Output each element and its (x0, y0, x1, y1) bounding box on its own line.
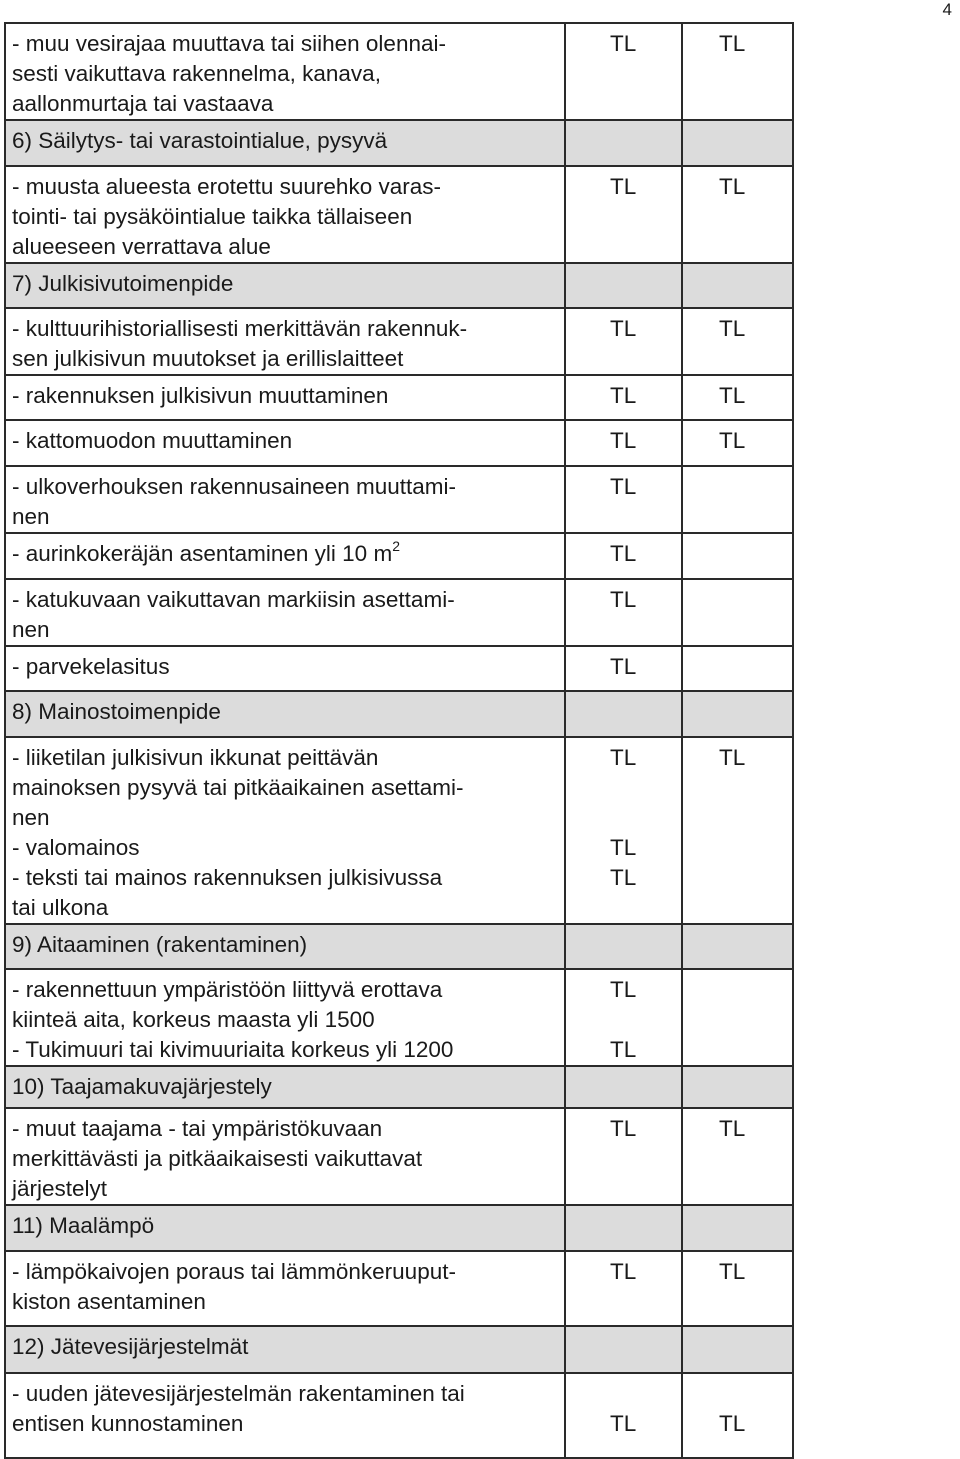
permit-cell-b (682, 1066, 793, 1108)
permit-cell-b: TL (682, 1251, 793, 1326)
row-description: - ulkoverhouksen rakennusaineen muuttami- nen (5, 466, 565, 533)
row-description: - uuden jätevesijärjestelmän rakentaminen tai entisen kunnostaminen (5, 1373, 565, 1458)
table-row (5, 646, 793, 691)
table-row (5, 579, 793, 646)
row-description: - muut taajama - tai ympäristökuvaan merkittävästi ja pitkäaikaisesti vaikuttavat järjestelyt (5, 1108, 565, 1205)
permit-cell-b: TL (682, 166, 793, 263)
row-description: - rakennettuun ympäristöön liittyvä erottava kiinteä aita, korkeus maasta yli 1500 - Tukimuuri tai kivimuuriaita korkeus yli 1200 (5, 969, 565, 1066)
permit-cell-a: TL (565, 166, 682, 263)
permit-cell-a: TL (565, 375, 682, 420)
permit-cell-b (682, 924, 793, 969)
section-title: 9) Aitaaminen (rakentaminen) (5, 924, 565, 969)
permit-cell-a (565, 1326, 682, 1373)
permit-cell-a: TL (565, 23, 682, 120)
permit-cell-a: TL (565, 533, 682, 579)
table-row (5, 1108, 793, 1205)
permit-cell-a: TL TL TL (565, 737, 682, 924)
section-header-row (5, 691, 793, 737)
permit-cell-b (682, 120, 793, 166)
row-description: - katukuvaan vaikuttavan markiisin asettami- nen (5, 579, 565, 646)
permit-cell-b (682, 579, 793, 646)
section-title: 12) Jätevesijärjestelmät (5, 1326, 565, 1373)
table-row (5, 308, 793, 375)
permit-cell-a: TL TL (565, 969, 682, 1066)
section-title: 8) Mainostoimenpide (5, 691, 565, 737)
permit-cell-a: TL (565, 1108, 682, 1205)
table-row (5, 466, 793, 533)
row-description: - kulttuurihistoriallisesti merkittävän rakennuk- sen julkisivun muutokset ja erillislaitteet (5, 308, 565, 375)
section-header-row (5, 263, 793, 308)
row-description: - rakennuksen julkisivun muuttaminen (5, 375, 565, 420)
permit-cell-b (682, 533, 793, 579)
permit-cell-a: TL (565, 466, 682, 533)
permit-cell-a: TL (565, 1373, 682, 1458)
permit-cell-b (682, 263, 793, 308)
section-title: 6) Säilytys- tai varastointialue, pysyvä (5, 120, 565, 166)
permit-cell-a: TL (565, 1251, 682, 1326)
page-number: 4 (942, 0, 952, 19)
table-row (5, 1251, 793, 1326)
permit-cell-b: TL (682, 1108, 793, 1205)
permit-cell-b: TL (682, 375, 793, 420)
permit-cell-b (682, 646, 793, 691)
table-row (5, 23, 793, 120)
section-title: 7) Julkisivutoimenpide (5, 263, 565, 308)
section-header-row (5, 120, 793, 166)
permit-cell-a (565, 263, 682, 308)
row-text: - aurinkokeräjän asentaminen yli 10 m (12, 541, 393, 566)
permit-cell-b (682, 969, 793, 1066)
section-header-row (5, 1326, 793, 1373)
permit-cell-a (565, 691, 682, 737)
table-row (5, 1373, 793, 1458)
permit-cell-a (565, 120, 682, 166)
table-row (5, 166, 793, 263)
table-row (5, 533, 793, 579)
permit-cell-b: TL (682, 1373, 793, 1458)
permit-cell-b (682, 1205, 793, 1251)
section-header-row (5, 1205, 793, 1251)
permit-cell-a: TL (565, 308, 682, 375)
table-row (5, 375, 793, 420)
section-title: 11) Maalämpö (5, 1205, 565, 1251)
superscript: 2 (392, 537, 400, 554)
table-row (5, 420, 793, 466)
permit-cell-b: TL (682, 308, 793, 375)
table-row (5, 737, 793, 924)
permit-requirements-table (4, 22, 794, 1459)
row-description (5, 533, 565, 579)
permit-cell-b: TL (682, 420, 793, 466)
permit-cell-b: TL (682, 737, 793, 924)
permit-cell-b (682, 691, 793, 737)
permit-cell-a: TL (565, 579, 682, 646)
permit-cell-a (565, 924, 682, 969)
row-description: - lämpökaivojen poraus tai lämmönkeruuput- kiston asentaminen (5, 1251, 565, 1326)
permit-cell-a (565, 1066, 682, 1108)
row-description: - muusta alueesta erotettu suurehko varas- tointi- tai pysäköintialue taikka tällaiseen alueeseen verrattava alue (5, 166, 565, 263)
permit-cell-a (565, 1205, 682, 1251)
row-description: - muu vesirajaa muuttava tai siihen olennai- sesti vaikuttava rakennelma, kanava, aallonmurtaja tai vastaava (5, 23, 565, 120)
permit-cell-a: TL (565, 646, 682, 691)
section-title: 10) Taajamakuvajärjestely (5, 1066, 565, 1108)
permit-cell-b (682, 1326, 793, 1373)
section-header-row (5, 924, 793, 969)
permit-cell-b: TL (682, 23, 793, 120)
permit-cell-a: TL (565, 420, 682, 466)
section-header-row (5, 1066, 793, 1108)
permit-cell-b (682, 466, 793, 533)
row-description: - parvekelasitus (5, 646, 565, 691)
table-row (5, 969, 793, 1066)
row-description: - liiketilan julkisivun ikkunat peittävän mainoksen pysyvä tai pitkäaikainen asettami- nen - valomainos - teksti tai mainos rakennuksen julkisivussa tai ulkona (5, 737, 565, 924)
row-description: - kattomuodon muuttaminen (5, 420, 565, 466)
